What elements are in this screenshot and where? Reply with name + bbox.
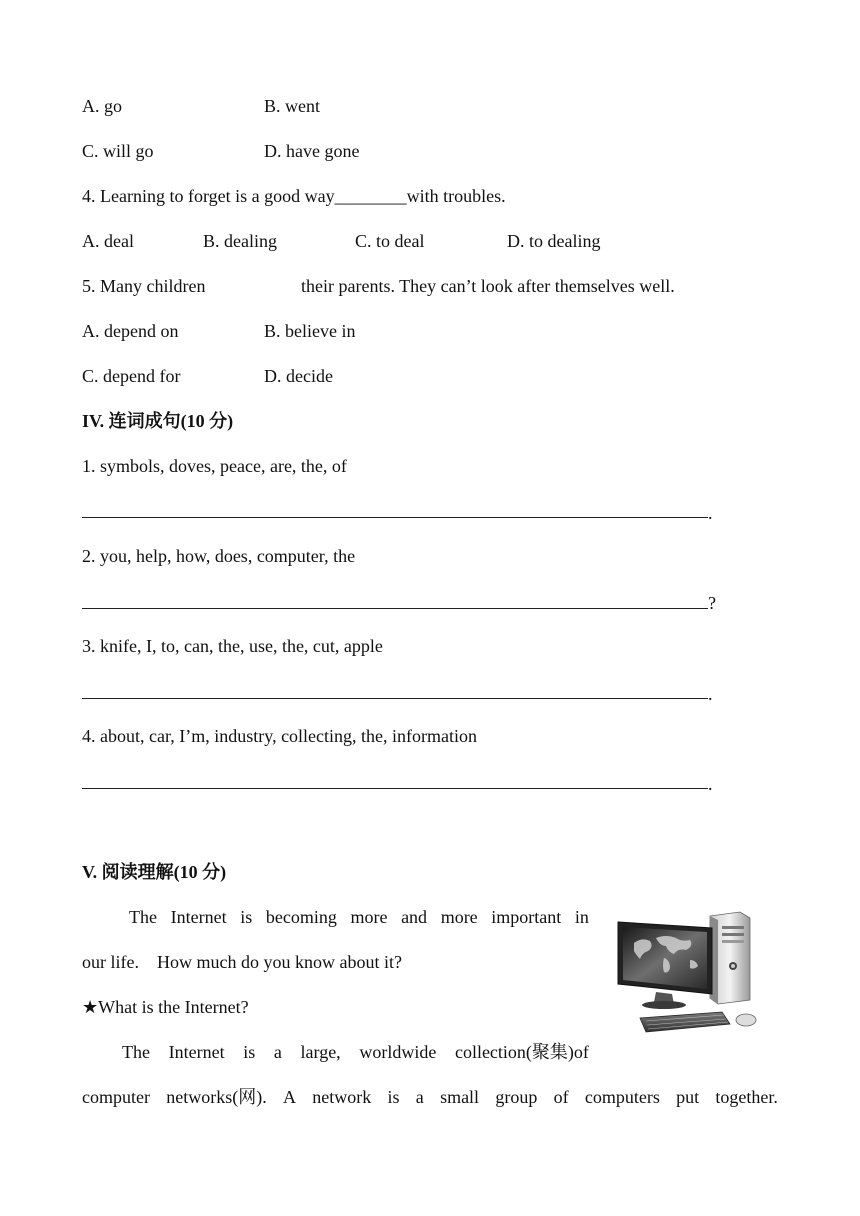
passage-word: The — [122, 1042, 150, 1062]
sentence-3-end-mark: . — [708, 684, 713, 704]
q4-stem — [82, 185, 506, 207]
passage-word: Internet — [170, 907, 227, 927]
passage-word: small — [440, 1087, 480, 1107]
passage-word: large, — [300, 1042, 341, 1062]
passage-word: A — [283, 1087, 296, 1107]
q5-option-c: C. depend for — [82, 366, 181, 386]
q3-option-b: B. went — [264, 96, 320, 116]
q4-stem-after: with troubles. — [406, 186, 506, 206]
passage-word: collection(聚集)of — [454, 1042, 589, 1062]
passage-word: is — [240, 907, 253, 927]
q4-option-b: B. dealing — [203, 231, 277, 251]
computer-tower — [710, 912, 750, 1004]
passage-word: worldwide — [359, 1042, 437, 1062]
passage-word: group — [495, 1087, 538, 1107]
passage-word: together. — [715, 1087, 778, 1107]
passage-word: is — [387, 1087, 400, 1107]
q4-option-d: D. to dealing — [507, 231, 601, 251]
passage-word: computers — [584, 1087, 660, 1107]
q3-option-a: A. go — [82, 96, 122, 116]
section-4-heading: IV. 连词成句(10 分) — [82, 411, 234, 431]
q3-option-c: C. will go — [82, 141, 154, 161]
passage-word: is — [243, 1042, 256, 1062]
sentence-4-answer-line[interactable] — [82, 788, 708, 789]
sentence-4-end-mark: . — [708, 774, 713, 794]
passage-word: Internet — [168, 1042, 225, 1062]
q5-stem-before: 5. Many children — [82, 276, 206, 296]
sentence-1-words: 1. symbols, doves, peace, are, the, of — [82, 456, 347, 476]
passage-word: in — [574, 907, 589, 927]
passage-word: a — [273, 1042, 282, 1062]
passage-word: network — [312, 1087, 372, 1107]
computer-mouse — [736, 1014, 756, 1026]
q4-option-c: C. to deal — [355, 231, 425, 251]
computer-monitor — [618, 922, 712, 1009]
q5-option-d: D. decide — [264, 366, 333, 386]
passage-line-2: our life. How much do you know about it? — [82, 952, 402, 972]
passage-word: put — [676, 1087, 700, 1107]
passage-line-1 — [129, 906, 589, 928]
sentence-2-words: 2. you, help, how, does, computer, the — [82, 546, 356, 566]
sentence-4-words: 4. about, car, I’m, industry, collecting, the, information — [82, 726, 478, 746]
passage-line-3 — [122, 1041, 589, 1063]
sentence-1-end-mark: . — [708, 503, 713, 523]
section-5-heading: V. 阅读理解(10 分) — [82, 862, 227, 882]
sentence-3-answer-line[interactable] — [82, 698, 708, 699]
q5-option-a: A. depend on — [82, 321, 179, 341]
sentence-1-answer-line[interactable] — [82, 517, 708, 518]
q4-option-a: A. deal — [82, 231, 134, 251]
passage-word: and — [401, 907, 428, 927]
sentence-2-end-mark: ? — [708, 593, 716, 613]
passage-word: more — [440, 907, 478, 927]
passage-word: more — [350, 907, 388, 927]
q4-blank: ________ — [334, 186, 407, 206]
passage-word: becoming — [265, 907, 337, 927]
sentence-2-answer-line[interactable] — [82, 608, 708, 609]
computer-keyboard — [640, 1012, 730, 1032]
computer-illustration — [612, 908, 762, 1043]
passage-word: a — [415, 1087, 424, 1107]
q3-option-d: D. have gone — [264, 141, 360, 161]
passage-word: important — [491, 907, 562, 927]
passage-word: computer — [82, 1087, 150, 1107]
passage-word: networks(网). — [166, 1087, 267, 1107]
passage-word: of — [553, 1087, 569, 1107]
passage-line-4 — [82, 1086, 778, 1108]
q5-stem-after: their parents. They can’t look after themselves well. — [301, 276, 675, 296]
passage-word: The — [129, 907, 157, 927]
passage-subheading: ★What is the Internet? — [82, 997, 249, 1017]
q4-stem-before: 4. Learning to forget is a good way — [82, 186, 335, 206]
q5-option-b: B. believe in — [264, 321, 356, 341]
sentence-3-words: 3. knife, I, to, can, the, use, the, cut, apple — [82, 636, 383, 656]
